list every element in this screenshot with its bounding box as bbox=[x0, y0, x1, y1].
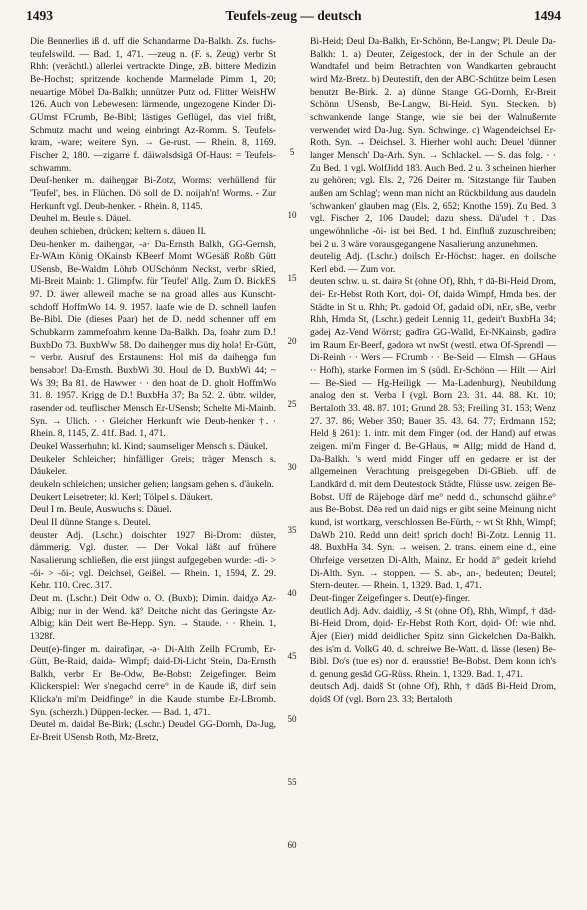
entry-paragraph: Deut-finger Zeigefinger s. Deut(e)-finger. bbox=[310, 592, 471, 604]
line-number: 55 bbox=[287, 777, 297, 787]
entry-paragraph: Deuf-henker m. daihеŋgər Bi-Zotz, Worms: verhüllend für 'Teufel', bes. in Flüchen. Dö soll de D. noijah'n! Worms. - Zur Herkunft vgl. Deub-henker. - Rhein. 8, 1145. bbox=[30, 175, 276, 212]
entry-paragraph: deutlich Adj. Adv. daidliχ, -š St (ohne Of), Rhh, Wimpf, † dād- Bi-Heid Drom, dọid- Er-Hebst Roth Kort, dọid- Of: wie nhd. Äjer (Eier) midd deidlicher Spitz sinn Gickelchen Da-Balkh. des is'm d. VolkG 40. d. schreiwe Be-Watt. d. lässe (lesen) Be-Bibl. Do's (tue es) nor d. erausstie! Be-Bobst. Dem konn ich's d. genung gesād GG-Rüss. Rhein. 1, 1329. Bad. 1, 471. bbox=[310, 605, 556, 680]
entry-paragraph: Die Bennerlies iß d. uff die Schandarme Da-Balkh. Zs. fuchs-teufelswild. — Bad. 1, 471. —zeug n. (F. s. Zeug) verbr St Rhh: (verächtl.) allerlei vertrackte Dinge, zB. bittere Medizin Be-Hochst; spritzende kochende Marmelade Pimm 1, 20; neuartige Möbel Da-Balkh; unnützer Putz od. Flitter WeisHW 126. Auch von Lebewesen: lärmende, ungezogene Kinder Di-GUmst FCrumb, Be-Bibl; lästiges Geflügel, das viel frißt, Schmutz macht und weing einbringt Az-Romm. S. Teufels-kram, -ware; weitere Syn. → Ge-rust. — Rhein. 8, 1169. Fischer 2, 180. —zigarre f. däiwəlsdsigā Of-Haus: = Teufels-schwamm. bbox=[30, 36, 276, 174]
entry-paragraph: deuhen schieben, drücken; keltern s. däuen II. bbox=[30, 225, 207, 237]
line-number: 60 bbox=[287, 840, 297, 850]
entry-paragraph: Deu-henker m. daihеŋgər, -ə· Da-Ernsth Balkh, GG-Gernsh, Er-WAm König OKainsb KBeerf Momt WGesäß Roßb Gütt USensb, Be-Waldm Löhrb OUSchönm Neckst, verbr sRied, Mi-Breit Mainb: 1. Glimpfw. für 'Teufel' Allg. Zum D. BickES 97. D. äwer allewеil mache se na groad alles aus Kunscht-schdoff HoffmWo 14. 9. 1957. laafe wie de D. schnell laufen Be-Bibl. Die (dieses Paar) het de D. nedd schenner uff em Schubkarrn zammefoahrn kenne Da-Balkh. Da, foahr zum D.! BuxbDo 73. BuxbWw 58. Do daiheŋger mus diχ holə! Er-Gütt, ~ verbr. Ausruf des Erstaunens: Hol miš də daiheŋgə fun bensəbɔr! Da-Ernsth. BuxbWi 30. Houl de D. BuxbWi 44; ~ Ws 39; Ba 81. de Hawwer · · den hoat de D. gholt HoffmWo 31. 8. 1957. Krigg de D.! BuxbHa 37; Ba 52. 2. übtr. wilder, rasender od. teuflischer Mensch Er-USensb; Schelte Mi-Mainb. Syn. → Ulich. · · Gleicher Herkunft wie Deub-henker †. · Rhein. 8, 1145, Z. 41f. Bad. 1, 471. bbox=[30, 238, 276, 440]
line-number: 30 bbox=[287, 462, 297, 472]
line-number: 20 bbox=[287, 336, 297, 346]
entry-paragraph: deuten schw. u. st. dairə St (ohne Of), Rhh, † dā-Bi-Heid Drom, dei- Er-Hebst Roth Kort, dọi- Of, daidə Wimpf, Hmda bes. der Städte in St u. Rhh; Pt. gədoid Of, gədaid oDi, nEr, sBe, verbr Rhh, Hmda St, (Lschr.) gedeit Lennig 11, gedeit't BuxbHa 34; gədeį Az-Vend Wörrst; gədīrə GG-Walld, Er-NKainsb, gədīrə im Raum Er-Beerf, gədorə wt nwSt (westl. etwa Of-Sprendl — Di-Reinh · · Wers — FCrumb · · Be-Seid — Elmsh — GHaus ·· Hofh), starke Formen im S (südl. Er-Schönn — Hilt — Airl — Be-Sied — Hg-Heiligk — Ma-Ladenburg), Neubildung analog den st. Verba I (vgl. Born 23. 31. 44. 88. Kt. 10; Bertaloth 33. 48. 87. 101; Grund 28. 53; Freiling 31. 153; Wenz 27. 37. 86; Weber 350; Bauer 35. 43. 64. 77; Erdmann 152; Held § 261): 1. intr. mit dem Finger (od. der Hand) auf etwas zeigen. mi'm Finger d. Be-GHaus, ≃ Allg; midd de Hand d. Da-Balkh. 's werd midd Finger uff en gedərre er ist der allgemeinen Verachtung preisgegeben Di-GBieb. uff de Landkārd d. mit dem Deutestock Städte, Flüsse usw. zeigen Be-Bobst. Uff de Räjeboge därf me° nedd d., schunschd gäihr.e° aus Be-Bobst. Dēə red un daid nigs er gibt seine Meinung nicht kund, ist wortkarg, verschlossen Be-Fürth, ~ wt St Rhh, Wimpf; DaWb 210. Redd unn deit! sprich doch! Bi-Zotz. Lennig 11. 48. BuxbHa 34. Syn. → weisen. 2. trans. einem eine d., eine Ohrfeige versetzen Di-Alth, Mainz. Er hodd ā° gedeit kriehd Di-Alth. Syn. → stoppen. — S. ab-, an-, bedeuten; Deutel; Stern-deuter. — Rhein. 1, 1329. Bad. 1, 471. bbox=[310, 276, 556, 592]
entry-paragraph: Deul II dünne Stange s. Deutel. bbox=[30, 516, 151, 528]
page-header bbox=[26, 8, 561, 30]
line-number: 45 bbox=[287, 651, 297, 661]
page-number-right: 1494 bbox=[533, 8, 561, 23]
entry-paragraph: Bi-Heid; Deul Da-Balkh, Er-Schönn, Be-Langw; Pl. Deule Da-Balkh: 1. a) Deuter, Zeigestock, der in der Schule an der Wandtafel und beim Betrachten von Wandkarten gebraucht wird Mz-Bretz. b) Deutestift, den der ABC-Schütze beim Lesen benutzt Be-Birk. 2. a) dünne Stange GG-Dornh, Er-Breit Schönn USensb, Be-Langw, Bi-Heid. Syn. Stecken. b) schwankende lange Stange, wie sie bei der Walnußernte verwendet wird Da-Jug. Syn. Schwinge. c) Wagendeichsel Er-Roth. Syn. → Deichsel. 3. Hierher wohl auch: Deuel 'dünner langer Mensch' Da-Arh. Syn. → Schlackel. — S. das folg. · · Zu Bed. 1 vgl. WolfJidd 183. Auch Bed. 2 u. 3 scheinen hierher zu gehören; vgl. Els. 2, 726 Deiter m. 'Sitzstange für Tauben außen am Schlag'; wenn man nicht an Rückbildung aus daudeln 'schwanken' glauben mag (Els. 2, 652; Knothe 159). Zu Bed. 3 vgl. Fischer 2, 106 Daudel; dazu shess. Dä'udel †. Das ungewöhnliche -ŏi- ist bei Bed. 1 hd. Einfluß zuzuschreiben; bei 2 u. 3 wäre vorausgegangene Nasalierung anzunehmen. bbox=[310, 36, 556, 250]
entry-paragraph: deukeln schleichen; unsicher gehen; langsam gehen s. d'äukeln. bbox=[30, 478, 274, 490]
entry-paragraph: deuster Adj. (Lschr.) doischter 1927 Bi-Drom: düster, dämmerig. Vgl. duster. — Der Vokal läßt auf frühere Nasalierung schließen, die erst jüngst aufgegeben wurde: -di- > -ŏi- > -ŏi-; vgl. Deichsel, Geißel. — Rhein. 1, 1594, Z. 29. Kehr. 110. Crec. 317. bbox=[30, 529, 276, 592]
line-number: 15 bbox=[287, 273, 297, 283]
line-number: 25 bbox=[287, 399, 297, 409]
line-number: 40 bbox=[287, 588, 297, 598]
entry-paragraph: Deut m. (Lschr.) Deit Odw o. O. (Buxb); Dimin. daidχə Az-Albig; nur in der Wend. kā° Deitche nicht das Geringste Az-Albig; kän Deit wert Be-Hepp. Syn. → Staude. · · Rhein. 1, 1328f. bbox=[30, 592, 276, 642]
page-number-left: 1493 bbox=[26, 8, 53, 23]
running-title: Teufels-zeug — deutsch bbox=[225, 8, 362, 23]
entry-paragraph: Deukert Leisetreter; kl. Kerl; Tölpel s. Däukert. bbox=[30, 491, 213, 503]
left-column bbox=[30, 36, 276, 904]
entry-paragraph: deutsch Adj. daidš St (ohne Of), Rhh, † dādš Bi-Heid Drom, dọidš Of (vgl. Born 23. 33; Bertaloth bbox=[310, 681, 556, 706]
line-number: 50 bbox=[287, 714, 297, 724]
entry-paragraph: Deukel Wasserhuhn; kl. Kind; saumseliger Mensch s. Däukel. bbox=[30, 441, 268, 452]
line-number: 5 bbox=[289, 147, 295, 157]
right-column bbox=[310, 36, 556, 904]
line-number: 10 bbox=[287, 210, 297, 220]
entry-paragraph: Deul I m. Beule, Auswuchs s. Däuel. bbox=[30, 504, 172, 516]
entry-paragraph: deutelig Adj. (Lschr.) doilsch Er-Höchst: hager. en doilsche Kerl ebd. — Zum vor. bbox=[310, 251, 556, 275]
line-number: 35 bbox=[287, 525, 297, 535]
entry-paragraph: Deutel m. daidəl Be-Birk; (Lschr.) Deudel GG-Dornh, Da-Jug, Er-Breit USensb Roth, Mz-Bretz, bbox=[30, 719, 276, 744]
entry-paragraph: Deukeler Schleicher; hinfälliger Greis; träger Mensch s. Däukeler. bbox=[30, 453, 276, 478]
entry-paragraph: Deuhel m. Beule s. Däuel. bbox=[30, 213, 131, 225]
entry-paragraph: Deut(e)-finger m. dairəfiŋər, -ə· Di-Alth Zeilh FCrumb, Er-Gütt, Be-Raid, daidə- Wimpf; daid-Di-Licht Stein, Da-Ernsth Balkh, verbr Er Be-Odw, Be-Bobst: Zeigefinger. Beim Klickerspiel: Wer s'negəchd cerre° in de Kaude iß, dirf sein Klickə'n mi'm Deidfinge° in die Kaude stumbe Er-LBromb. Syn. (scherzh.) Düppen-lecker. — Bad. 1, 471. bbox=[30, 643, 276, 718]
